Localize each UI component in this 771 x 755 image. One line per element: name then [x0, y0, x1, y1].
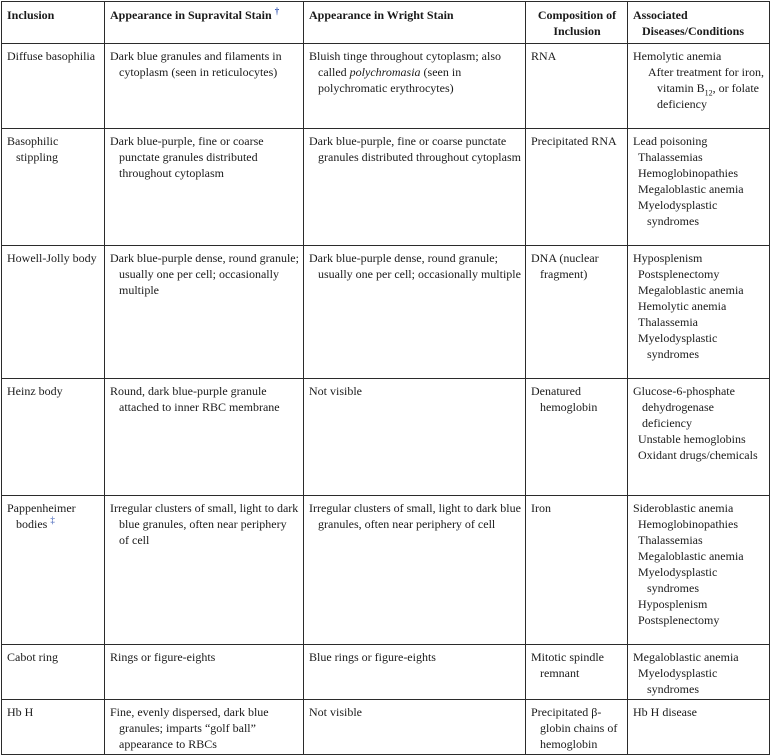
table-row: [2, 496, 770, 645]
cell-supravital: Dark blue-purple, fine or coarse punctate granules distributed throughout cytoplasm: [105, 129, 304, 246]
cell-inclusion: Howell-Jolly body: [2, 246, 105, 379]
table-row: [2, 379, 770, 496]
cell-supravital: Dark blue-purple dense, round granule; usually one per cell; occasionally multiple: [105, 246, 304, 379]
disease-item: Oxidant drugs/chemicals: [638, 448, 758, 462]
cell-wright: Dark blue-purple, fine or coarse punctate granules distributed throughout cytoplasm: [304, 129, 526, 246]
disease-item: Megaloblastic anemia: [633, 650, 739, 664]
wright-text-pre: Bluish tinge throughout cytoplasm; also called: [309, 49, 501, 79]
cell-wright: Not visible: [304, 700, 526, 755]
disease-item: Megaloblastic anemia: [638, 182, 744, 196]
wright-text-post: (seen in polychromatic erythrocytes): [318, 65, 462, 95]
cell-diseases: [628, 379, 770, 496]
cell-diseases: [628, 129, 770, 246]
header-composition: Composition of Inclusion: [526, 2, 628, 44]
cell-composition: Iron: [526, 496, 628, 645]
cell-supravital: Rings or figure-eights: [105, 645, 304, 700]
cell-supravital: Fine, evenly dispersed, dark blue granules; imparts “golf ball” appearance to RBCs: [105, 700, 304, 755]
cell-diseases: [628, 44, 770, 129]
cell-diseases: [628, 645, 770, 700]
cell-inclusion: Basophilic stippling: [2, 129, 105, 246]
disease-item: Hemolytic anemia: [633, 49, 722, 63]
cell-supravital: Dark blue granules and filaments in cytoplasm (seen in reticulocytes): [105, 44, 304, 129]
cell-wright: Blue rings or figure-eights: [304, 645, 526, 700]
header-inclusion: Inclusion: [2, 2, 105, 44]
cell-wright: Dark blue-purple dense, round granule; usually one per cell; occasionally multiple: [304, 246, 526, 379]
header-diseases: Associated Diseases/Conditions: [628, 2, 770, 44]
disease-item: Hyposplenism: [638, 597, 708, 611]
cell-inclusion: Heinz body: [2, 379, 105, 496]
disease-item: Megaloblastic anemia: [638, 283, 744, 297]
disease-item: Myelodysplastic syndromes: [638, 666, 718, 696]
header-supravital: [105, 2, 304, 44]
table-row: [2, 700, 770, 755]
disease-item: Thalassemias: [638, 533, 703, 547]
disease-item: Hemolytic anemia: [638, 299, 727, 313]
disease-item: Hemoglobinopathies: [638, 166, 738, 180]
disease-item: Hyposplenism: [633, 251, 703, 265]
cell-inclusion: [2, 496, 105, 645]
disease-item: Lead poisoning: [633, 134, 708, 148]
disease-item: Thalassemias: [638, 150, 703, 164]
disease-item: Hemoglobinopathies: [638, 517, 738, 531]
cell-supravital: Round, dark blue-purple granule attached to inner RBC membrane: [105, 379, 304, 496]
cell-wright: Not visible: [304, 379, 526, 496]
cell-composition: Precipitated RNA: [526, 129, 628, 246]
disease-item: Myelodysplastic syndromes: [638, 565, 718, 595]
inclusions-table: [1, 1, 770, 755]
cell-diseases: [628, 700, 770, 755]
disease-item: Sideroblastic anemia: [633, 501, 734, 515]
table-row: [2, 246, 770, 379]
disease-item: Glucose-6-phosphate dehydrogenase deficiency: [633, 384, 735, 430]
inclusion-label: Pappenheimer bodies: [7, 501, 76, 531]
cell-inclusion: Diffuse basophilia: [2, 44, 105, 129]
disease-item: Hb H disease: [633, 705, 697, 719]
cell-supravital: Irregular clusters of small, light to dark blue granules, often near periphery of cell: [105, 496, 304, 645]
disease-item: Myelodysplastic syndromes: [638, 331, 718, 361]
table-row: [2, 129, 770, 246]
cell-composition: Mitotic spindle remnant: [526, 645, 628, 700]
disease-text-post: , or folate deficiency: [657, 81, 759, 111]
disease-subscript: 12: [704, 88, 713, 98]
disease-text-pre: After treatment for iron, vitamin B: [648, 65, 764, 95]
wright-text-emphasis: polychromasia: [349, 65, 421, 79]
cell-wright: [304, 44, 526, 129]
disease-item: Megaloblastic anemia: [638, 549, 744, 563]
disease-item: Unstable hemoglobins: [638, 432, 746, 446]
disease-item: Thalassemia: [638, 315, 698, 329]
disease-item: [633, 64, 765, 112]
dagger-mark: †: [274, 6, 280, 16]
cell-composition: Denatured hemoglobin: [526, 379, 628, 496]
table-row: [2, 645, 770, 700]
cell-inclusion: Cabot ring: [2, 645, 105, 700]
header-wright: Appearance in Wright Stain: [304, 2, 526, 44]
table-row: [2, 44, 770, 129]
header-supravital-label: Appearance in Supravital Stain: [110, 8, 272, 22]
cell-composition: RNA: [526, 44, 628, 129]
cell-composition: Precipitated β-globin chains of hemoglobin: [526, 700, 628, 755]
cell-diseases: [628, 246, 770, 379]
disease-item: Myelodysplastic syndromes: [638, 198, 718, 228]
header-row: [2, 2, 770, 44]
cell-composition: DNA (nuclear fragment): [526, 246, 628, 379]
cell-wright: Irregular clusters of small, light to dark blue granules, often near periphery of cell: [304, 496, 526, 645]
cell-diseases: [628, 496, 770, 645]
double-dagger-mark: ‡: [50, 515, 55, 525]
disease-item: Postsplenectomy: [638, 613, 720, 627]
cell-inclusion: Hb H: [2, 700, 105, 755]
disease-item: Postsplenectomy: [638, 267, 720, 281]
